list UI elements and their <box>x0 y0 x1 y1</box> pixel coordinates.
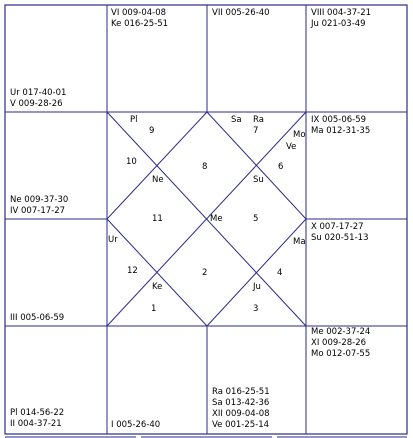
house-text-line: Ma 012-31-35 <box>311 126 371 136</box>
planet-label: Ma <box>293 237 306 247</box>
planet-label: Pl <box>130 115 138 125</box>
house-number: 11 <box>152 214 163 224</box>
house-number: 8 <box>202 162 208 172</box>
house-right-upper <box>311 115 370 136</box>
house-text-line: Me 002-37-24 <box>311 327 371 337</box>
house-text-line: V 009-28-26 <box>10 99 63 109</box>
planet-label: Ra <box>253 115 264 125</box>
house-text-line: VII 005-26-40 <box>212 8 270 18</box>
house-bottom-2 <box>111 420 160 430</box>
house-number: 9 <box>149 126 155 136</box>
house-text-line: Ke 016-25-51 <box>111 19 169 29</box>
house-left-lower <box>10 313 64 323</box>
house-number: 10 <box>126 157 137 167</box>
planet-label: Ne <box>152 175 164 185</box>
house-number: 12 <box>127 266 138 276</box>
house-text-line: IX 005-06-59 <box>311 115 367 125</box>
house-text-line: Ra 016-25-51 <box>212 387 270 397</box>
house-top-3 <box>212 8 270 18</box>
house-number: 5 <box>253 214 259 224</box>
house-text-line: III 005-06-59 <box>10 313 65 323</box>
house-number: 1 <box>151 304 157 314</box>
house-number: 3 <box>253 304 259 314</box>
house-bottom-3 <box>212 387 270 430</box>
house-top-right <box>310 8 371 29</box>
house-number: 4 <box>277 268 283 278</box>
house-text-line: X 007-17-27 <box>311 222 364 232</box>
planet-label: Sa <box>231 115 242 125</box>
house-text-line: Ne 009-37-30 <box>10 195 69 205</box>
house-text-line: Sa 013-42-36 <box>212 398 270 408</box>
house-text-line: VIII 004-37-21 <box>311 8 372 18</box>
house-text-line: Ve 001-25-14 <box>212 420 270 430</box>
house-top-left <box>10 88 66 109</box>
house-text-line: Ju 021-03-49 <box>311 19 366 29</box>
planet-label: Ur <box>108 235 118 245</box>
planet-label: Su <box>253 175 264 185</box>
house-text-line: XI 009-28-26 <box>311 338 367 348</box>
planet-label: Mo <box>293 130 306 140</box>
house-text-line: IV 007-17-27 <box>10 206 66 216</box>
house-text-line: Ur 017-40-01 <box>10 88 67 98</box>
house-bottom-left <box>10 408 64 429</box>
house-bottom-right <box>311 327 370 359</box>
house-text-line: Pl 014-56-22 <box>10 408 65 418</box>
house-number: 6 <box>278 162 284 172</box>
house-left-upper <box>10 195 68 216</box>
house-text-line: II 004-37-21 <box>10 419 62 429</box>
house-right-lower <box>311 222 368 243</box>
planet-label: Ju <box>253 282 261 292</box>
house-text-line: Mo 012-07-55 <box>311 349 371 359</box>
house-number: 7 <box>253 126 259 136</box>
house-top-2 <box>111 8 168 29</box>
house-number: 2 <box>202 268 208 278</box>
house-text-line: I 005-26-40 <box>111 420 161 430</box>
planet-label: Me <box>210 214 223 224</box>
house-text-line: VI 009-04-08 <box>111 8 167 18</box>
planet-label: Ve <box>286 142 297 152</box>
house-text-line: Su 020-51-13 <box>311 233 369 243</box>
planet-label: Ke <box>152 282 163 292</box>
house-text-line: XII 009-04-08 <box>212 409 270 419</box>
